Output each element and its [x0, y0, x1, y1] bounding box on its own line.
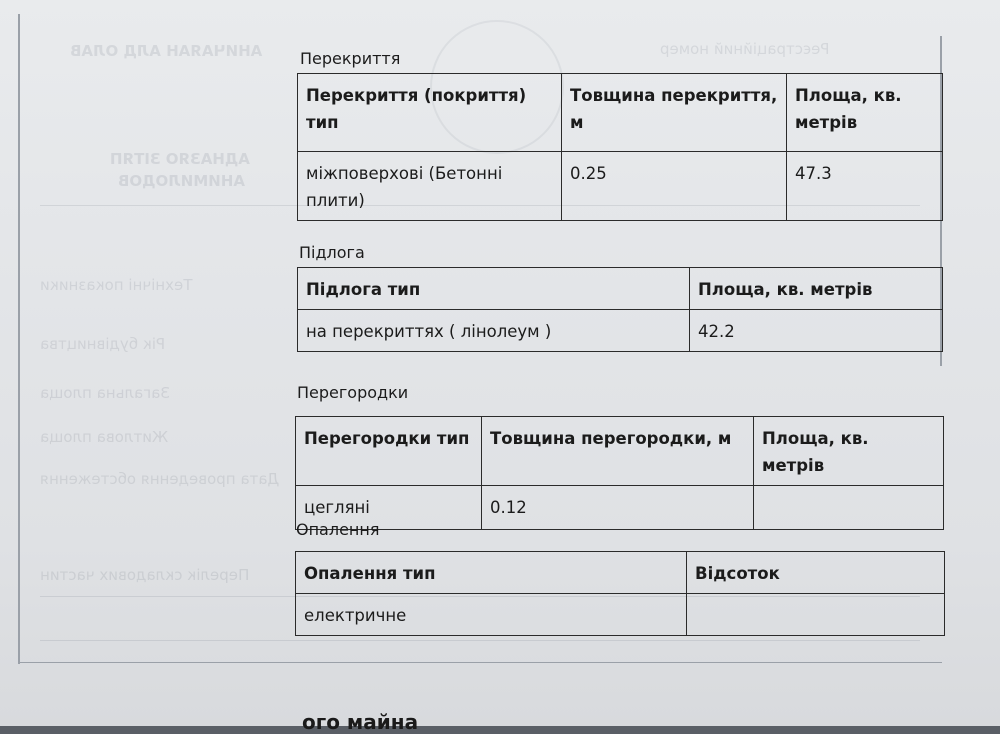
header-cell: Опалення тип	[296, 552, 687, 594]
table-row	[298, 310, 943, 352]
header-cell: Площа, кв. метрів	[690, 268, 943, 310]
header-cell: Площа, кв. метрів	[787, 74, 943, 152]
partitions-table	[295, 416, 944, 530]
frame-line-left	[18, 14, 20, 664]
bleed-through-text: Реєстраційний номер	[660, 40, 830, 58]
section-title-heating: Опалення	[296, 520, 380, 539]
table-header-row	[296, 417, 944, 486]
flooring-table	[297, 267, 943, 352]
table-cell	[754, 486, 944, 530]
table-row	[296, 594, 945, 636]
frame-line-bottom	[18, 662, 942, 663]
table-header-row	[298, 268, 943, 310]
table-cell: електричне	[296, 594, 687, 636]
bleed-through-text: АДНАЗЯО ЗІТЯП	[110, 150, 250, 168]
header-cell: Підлога тип	[298, 268, 690, 310]
header-cell: Товщина перекриття, м	[562, 74, 787, 152]
heating-table	[295, 551, 945, 636]
floors-table	[297, 73, 943, 221]
bleed-through-text: Рік будівництва	[40, 335, 166, 353]
bleed-through-text: АНИЧАЯАН АЛД ОЛАВ	[70, 42, 263, 60]
table-cell: цегляні	[296, 486, 482, 530]
bleed-through-text: Технічні показники	[40, 276, 193, 294]
header-cell: Відсоток	[687, 552, 945, 594]
bleed-through-text: Дата проведення обстеження	[40, 470, 280, 488]
bleed-through-text: Житлова площа	[40, 428, 169, 446]
bleed-through-text: Перелік складових частин	[40, 566, 250, 584]
section-title-partitions: Перегородки	[297, 383, 409, 402]
table-row	[296, 486, 944, 530]
bleed-through-text: АНИМИЛОДОВ	[118, 172, 245, 190]
table-cell	[687, 594, 945, 636]
header-cell: Площа, кв. метрів	[754, 417, 944, 486]
table-cell: на перекриттях ( лінолеум )	[298, 310, 690, 352]
table-cell: 42.2	[690, 310, 943, 352]
table-row	[298, 152, 943, 221]
cut-off-heading: ого майна	[302, 710, 419, 734]
table-header-row	[298, 74, 943, 152]
bleed-through-line	[40, 640, 920, 641]
header-cell: Перегородки тип	[296, 417, 482, 486]
table-cell: 0.25	[562, 152, 787, 221]
bleed-through-text: Загальна площа	[40, 384, 170, 402]
header-cell: Товщина перегородки, м	[482, 417, 754, 486]
table-cell: 47.3	[787, 152, 943, 221]
header-cell: Перекриття (покриття) тип	[298, 74, 562, 152]
table-header-row	[296, 552, 945, 594]
section-title-flooring: Підлога	[299, 243, 365, 262]
table-cell: 0.12	[482, 486, 754, 530]
section-title-floors: Перекриття	[300, 49, 401, 68]
table-cell: міжповерхові (Бетонні плити)	[298, 152, 562, 221]
